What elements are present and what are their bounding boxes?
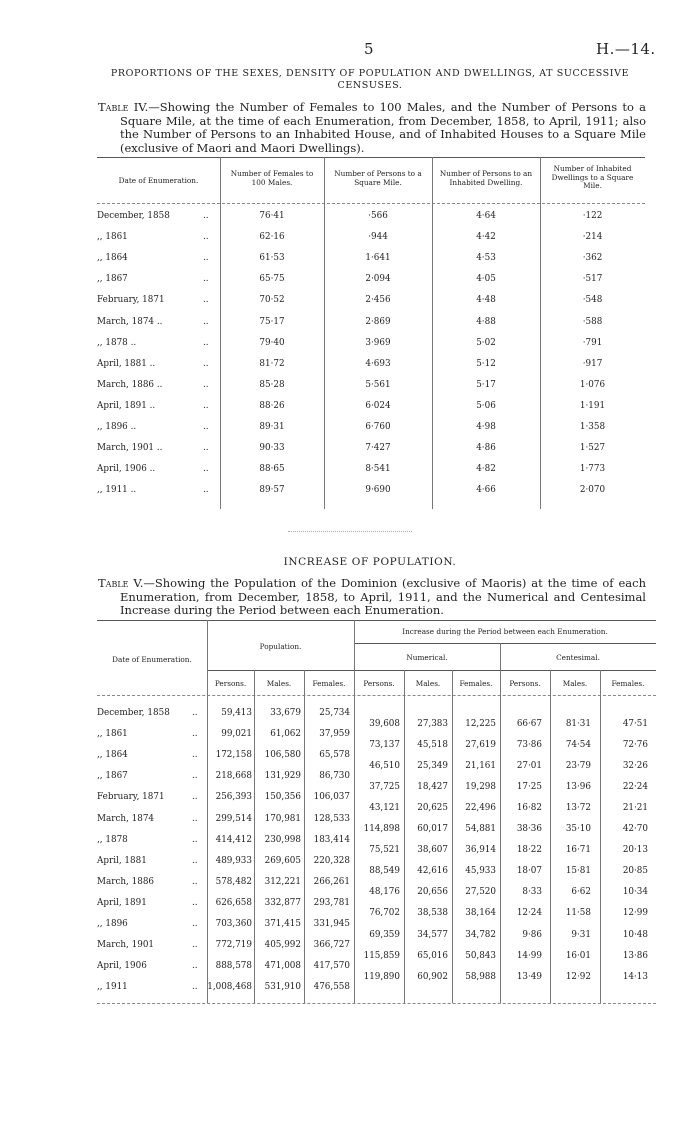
table-v-leader-dots: .. xyxy=(192,708,198,718)
table-iv-dwellings-sq-cell: ·122 xyxy=(582,211,603,221)
table-iv-persons-sq-cell: 2·094 xyxy=(365,274,391,285)
table-v-centesimal-females: 32·26 xyxy=(622,760,648,771)
table-iv-persons-dwelling-cell: 4·88 xyxy=(476,316,496,327)
table-iv-females-cell: 85·28 xyxy=(259,379,285,390)
table-v-increase-persons: 115,859 xyxy=(363,950,400,961)
table-v-numerical-header: Numerical. xyxy=(406,653,448,662)
table-v-increase-females: 22,496 xyxy=(465,802,496,813)
table-v-centesimal-females: 10·34 xyxy=(622,887,648,898)
table-v-population-persons: 59,413 xyxy=(221,708,252,718)
table-iv-date-cell: ,, 1861 xyxy=(97,232,128,243)
table-iv-persons-sq-cell: ·944 xyxy=(368,232,388,243)
table-v-centesimal-persons: 9·86 xyxy=(522,929,542,940)
table-v-increase-females: 12,225 xyxy=(465,718,496,729)
table-v-increase-females: 34,782 xyxy=(465,929,496,940)
table-iv-dwellings-sq-cell: ·791 xyxy=(582,337,603,348)
table-v-centesimal-header: Centesimal. xyxy=(556,653,600,662)
table-v-leader-dots: .. xyxy=(192,750,198,761)
table-v-increase-persons: 37,725 xyxy=(369,781,400,792)
table-v-increase-males: 42,616 xyxy=(417,866,448,877)
table-v-centesimal-males: 35·10 xyxy=(565,824,591,834)
table-iv-caption xyxy=(98,101,646,155)
table-iv-dwellings-sq-cell: 2·070 xyxy=(579,485,606,496)
section-heading-proportions: PROPORTIONS OF THE SEXES, DENSITY OF POPULATION AND DWELLINGS, AT SUCCESSIVE CENSUSES. xyxy=(110,68,630,91)
table-v-population-females: 86,730 xyxy=(319,771,350,782)
table-v-date-cell: March, 1874 xyxy=(97,813,155,824)
table-v-population-persons: 888,578 xyxy=(215,961,252,972)
table-v-population-males: 106,580 xyxy=(264,750,301,761)
table-v-date-cell: ,, 1878 xyxy=(97,834,128,845)
table-v-population-females: 266,261 xyxy=(313,876,350,887)
table-iv-females-cell: 65·75 xyxy=(259,274,285,285)
table-iv-leader-dots: .. xyxy=(203,358,209,369)
table-iv-date-cell: March, 1874 .. xyxy=(97,316,163,327)
section-heading-increase: INCREASE OF POPULATION. xyxy=(283,556,457,568)
table-iv-persons-dwelling-cell: 5·17 xyxy=(476,379,496,390)
table-iv-dwellings-sq-cell: 1·358 xyxy=(579,422,606,432)
table-iv-leader-dots: .. xyxy=(203,274,209,285)
table-v-population-females: 417,570 xyxy=(313,961,350,972)
table-v-leader-dots: .. xyxy=(192,729,198,740)
table-iv-column-header: Number of Inhabited Dwellings to a Square Mile. xyxy=(551,164,634,190)
table-v-increase-males: 27,383 xyxy=(417,718,448,729)
table-v-increase-males: 45,518 xyxy=(417,739,448,750)
table-iv-leader-dots: .. xyxy=(203,337,209,348)
table-v-population-males: 33,679 xyxy=(270,708,301,718)
table-iv-females-cell: 79·40 xyxy=(259,337,285,348)
table-v-population-females: 106,037 xyxy=(313,792,350,803)
table-iv-date-cell: March, 1901 .. xyxy=(97,443,163,454)
table-v-date-cell: February, 1871 xyxy=(97,792,165,803)
table-v-leader-dots: .. xyxy=(192,940,198,951)
table-iv-column-rule xyxy=(220,157,221,509)
table-iv-persons-sq-cell: ·566 xyxy=(368,211,388,221)
table-iv-date-cell: ,, 1896 .. xyxy=(97,422,137,432)
table-v-date-cell: March, 1886 xyxy=(97,876,155,887)
table-v-centesimal-females: 10·48 xyxy=(622,929,648,940)
table-v-date-cell: ,, 1896 xyxy=(97,919,128,929)
table-iv-dwellings-sq-cell: 1·527 xyxy=(579,443,606,454)
table-iv-leader-dots: .. xyxy=(203,443,209,454)
table-v-population-females: 65,578 xyxy=(319,750,350,761)
table-v-increase-females: 38,164 xyxy=(465,908,496,919)
table-v-centesimal-persons: 27·01 xyxy=(516,760,542,771)
table-iv-dwellings-sq-cell: ·517 xyxy=(582,274,603,285)
table-iv-column-header: Number of Persons to an Inhabited Dwelling. xyxy=(439,169,533,187)
table-iv-date-cell: February, 1871 xyxy=(97,295,165,306)
table-iv-females-cell: 62·16 xyxy=(259,232,285,243)
table-v-sub-header-males: Males. xyxy=(562,679,588,688)
table-v-population-header: Population. xyxy=(259,642,302,651)
table-v-population-females: 128,533 xyxy=(313,813,350,824)
table-iv-leader-dots: .. xyxy=(203,464,209,475)
table-v-population-females: 37,959 xyxy=(319,729,350,740)
table-v-description: —Showing the Population of the Dominion (exclusive of Maoris) at the time of each Enumeration, from December, 1858, to April, 1911, and the Numerical and Centesimal Increase during the Period between each Enumeration. xyxy=(120,576,646,617)
table-v-increase-males: 38,607 xyxy=(417,845,448,856)
table-iv-females-cell: 61·53 xyxy=(259,253,285,264)
document-reference: H.—14. xyxy=(596,40,656,58)
section-separator xyxy=(288,531,412,532)
table-v-increase-males: 20,625 xyxy=(417,802,448,813)
table-iv-females-cell: 76·41 xyxy=(259,211,285,221)
table-v-population-females: 366,727 xyxy=(313,940,350,951)
table-v-population-persons: 489,933 xyxy=(215,855,252,866)
table-v-population-persons: 703,360 xyxy=(215,919,252,929)
table-v-leader-dots: .. xyxy=(192,961,198,972)
table-iv-females-cell: 90·33 xyxy=(259,443,285,454)
table-v-population-males: 312,221 xyxy=(264,876,301,887)
table-iv-leader-dots: .. xyxy=(203,253,209,264)
table-v-centesimal-persons: 17·25 xyxy=(516,781,542,792)
table-v-centesimal-persons: 8·33 xyxy=(522,887,542,898)
table-iv-persons-dwelling-cell: 4·64 xyxy=(476,211,496,221)
table-v-population-males: 269,605 xyxy=(264,855,301,866)
table-iv-date-cell: ,, 1867 xyxy=(97,274,128,285)
table-v-centesimal-persons: 13·49 xyxy=(516,971,542,982)
table-v-population-females: 25,734 xyxy=(319,708,350,718)
table-v-centesimal-males: 9·31 xyxy=(571,929,591,940)
table-iv-column-header: Number of Females to 100 Males. xyxy=(230,169,314,187)
table-iv-leader-dots: .. xyxy=(203,295,209,306)
table-iv-females-cell: 75·17 xyxy=(259,316,285,327)
table-iv-column-header: Date of Enumeration. xyxy=(118,176,199,185)
table-iv-date-cell: ,, 1878 .. xyxy=(97,337,137,348)
table-v-increase-males: 25,349 xyxy=(417,760,448,771)
table-v-centesimal-females: 14·13 xyxy=(622,971,648,982)
table-v-centesimal-persons: 38·36 xyxy=(516,824,542,834)
table-iv-date-cell: ,, 1864 xyxy=(97,253,128,264)
table-iv-persons-dwelling-cell: 4·98 xyxy=(476,422,496,432)
table-iv-persons-dwelling-cell: 4·42 xyxy=(476,232,496,243)
table-v-increase-males: 18,427 xyxy=(417,781,448,792)
table-iv-dwellings-sq-cell: 1·191 xyxy=(579,400,606,411)
table-v-population-males: 371,415 xyxy=(264,919,301,929)
table-iv-column-rule xyxy=(324,157,325,509)
table-v-population-males: 230,998 xyxy=(264,834,301,845)
table-v-population-males: 531,910 xyxy=(264,982,301,993)
table-v-increase-persons: 75,521 xyxy=(369,845,400,856)
table-v-date-cell: April, 1881 xyxy=(97,855,147,866)
table-iv-persons-sq-cell: 3·969 xyxy=(365,337,391,348)
table-iv-dwellings-sq-cell: ·917 xyxy=(582,358,603,369)
table-v-subheader-rule xyxy=(207,670,656,671)
table-v-date-cell: March, 1901 xyxy=(97,940,155,951)
table-v-population-persons: 218,668 xyxy=(215,771,252,782)
table-v-population-males: 471,008 xyxy=(264,961,301,972)
table-v-increase-males: 20,656 xyxy=(417,887,448,898)
table-iv-date-cell: April, 1891 .. xyxy=(97,400,156,411)
table-iv-dwellings-sq-cell: ·362 xyxy=(582,253,603,264)
table-iv-persons-dwelling-cell: 4·05 xyxy=(476,274,496,285)
table-v-leader-dots: .. xyxy=(192,855,198,866)
table-iv-leader-dots: .. xyxy=(203,232,209,243)
table-v-bottom-rule xyxy=(97,1003,656,1004)
table-v-population-females: 331,945 xyxy=(313,919,350,929)
table-iv-date-cell: April, 1906 .. xyxy=(97,464,156,475)
table-iv-females-cell: 70·52 xyxy=(259,295,285,306)
table-iv-header-rule xyxy=(97,203,645,204)
table-v-increase-persons: 69,359 xyxy=(369,929,400,940)
table-v-increase-females: 21,161 xyxy=(465,760,496,771)
table-v-top-rule xyxy=(97,620,656,621)
table-v-centesimal-females: 47·51 xyxy=(622,718,648,729)
table-v-population-persons: 256,393 xyxy=(215,792,252,803)
table-iv-persons-dwelling-cell: 5·02 xyxy=(476,337,496,348)
table-iv-females-cell: 88·26 xyxy=(259,400,285,411)
table-v-increase-males: 60,017 xyxy=(417,824,448,834)
table-iv-females-cell: 81·72 xyxy=(259,358,285,369)
table-v-centesimal-persons: 18·22 xyxy=(516,845,542,856)
table-v-population-persons: 299,514 xyxy=(215,813,252,824)
table-v-caption xyxy=(98,577,646,618)
table-v-date-cell: ,, 1867 xyxy=(97,771,128,782)
table-v-leader-dots: .. xyxy=(192,813,198,824)
table-v-increase-females: 36,914 xyxy=(465,845,496,856)
table-v-centesimal-persons: 66·67 xyxy=(516,718,542,729)
table-iv-persons-dwelling-cell: 5·06 xyxy=(476,400,496,411)
table-v-increase-persons: 76,702 xyxy=(369,908,400,919)
table-iv-persons-sq-cell: 8·541 xyxy=(365,464,391,475)
table-v-increase-females: 27,619 xyxy=(465,739,496,750)
table-v-centesimal-males: 23·79 xyxy=(565,760,591,771)
table-iv-dwellings-sq-cell: ·588 xyxy=(582,316,603,327)
table-v-centesimal-females: 13·86 xyxy=(622,950,648,961)
table-iv-dwellings-sq-cell: 1·076 xyxy=(579,379,606,390)
table-iv-persons-sq-cell: 6·760 xyxy=(365,422,391,432)
table-iv-label: Table IV. xyxy=(98,100,149,114)
table-v-leader-dots: .. xyxy=(192,982,198,993)
table-v-centesimal-males: 13·72 xyxy=(565,802,591,813)
table-v-population-persons: 772,719 xyxy=(215,940,252,951)
table-v-increase-persons: 48,176 xyxy=(369,887,400,898)
table-v-increase-females: 19,298 xyxy=(465,781,496,792)
table-iv-date-cell: December, 1858 xyxy=(97,211,170,221)
table-v-column-rule xyxy=(500,643,501,1003)
table-v-date-header: Date of Enumeration. xyxy=(112,655,192,664)
table-v-centesimal-males: 11·58 xyxy=(565,908,591,919)
table-v-increase-females: 58,988 xyxy=(465,971,496,982)
table-iv-date-cell: April, 1881 .. xyxy=(97,358,156,369)
table-iv-females-cell: 88·65 xyxy=(259,464,285,475)
table-iv-date-cell: ,, 1911 .. xyxy=(97,485,137,496)
table-v-increase-females: 27,520 xyxy=(465,887,496,898)
table-v-population-females: 476,558 xyxy=(313,982,350,993)
table-v-centesimal-persons: 18·07 xyxy=(516,866,542,877)
table-v-population-persons: 626,658 xyxy=(215,897,252,908)
table-v-sub-header-persons: Persons. xyxy=(214,679,247,688)
table-v-label: Table V. xyxy=(98,576,144,590)
table-iv-females-cell: 89·31 xyxy=(259,422,285,432)
table-iv-persons-dwelling-cell: 4·66 xyxy=(476,485,496,496)
table-iv-leader-dots: .. xyxy=(203,379,209,390)
table-v-date-cell: ,, 1911 xyxy=(97,982,128,993)
table-v-centesimal-females: 21·21 xyxy=(622,802,648,813)
table-iv-persons-sq-cell: 4·693 xyxy=(365,358,391,369)
page-number: 5 xyxy=(364,40,374,58)
table-iv-persons-sq-cell: 9·690 xyxy=(365,485,391,496)
table-v-centesimal-females: 20·13 xyxy=(622,845,648,856)
table-v-centesimal-females: 72·76 xyxy=(622,739,648,750)
table-iv-top-rule xyxy=(97,157,645,158)
table-v-date-cell: December, 1858 xyxy=(97,708,170,718)
table-v-population-females: 293,781 xyxy=(313,897,350,908)
table-iv-column-header: Number of Persons to a Square Mile. xyxy=(334,169,422,187)
table-v-population-persons: 414,412 xyxy=(215,834,252,845)
table-v-population-males: 61,062 xyxy=(270,729,301,740)
table-iv-persons-sq-cell: 5·561 xyxy=(365,379,391,390)
table-v-population-persons: 1,008,468 xyxy=(207,982,252,993)
table-iv-persons-dwelling-cell: 4·53 xyxy=(476,253,496,264)
table-v-centesimal-males: 13·96 xyxy=(565,781,591,792)
table-v-leader-dots: .. xyxy=(192,771,198,782)
table-v-population-persons: 172,158 xyxy=(215,750,252,761)
table-v-centesimal-males: 16·71 xyxy=(565,845,591,856)
table-iv-date-cell: March, 1886 .. xyxy=(97,379,163,390)
table-v-sub-header-persons: Persons. xyxy=(363,679,395,688)
table-iv-females-cell: 89·57 xyxy=(259,485,285,496)
table-v-increase-females: 45,933 xyxy=(465,866,496,877)
table-v-increase-rule xyxy=(354,643,656,644)
table-v-date-cell: ,, 1864 xyxy=(97,750,128,761)
table-v-increase-persons: 73,137 xyxy=(369,739,400,750)
table-v-increase-females: 50,843 xyxy=(465,950,496,961)
table-v-centesimal-persons: 14·99 xyxy=(516,950,542,961)
table-v-centesimal-persons: 16·82 xyxy=(516,802,542,813)
table-iv-persons-dwelling-cell: 4·48 xyxy=(476,295,496,306)
table-iv-leader-dots: .. xyxy=(203,211,209,221)
table-iv-column-rule xyxy=(540,157,541,509)
table-iv-dwellings-sq-cell: ·214 xyxy=(582,232,603,243)
table-v-sub-header-females: Females. xyxy=(312,679,346,688)
table-v-increase-persons: 39,608 xyxy=(369,718,400,729)
table-iv-column-rule xyxy=(432,157,433,509)
table-v-leader-dots: .. xyxy=(192,834,198,845)
table-v-population-males: 405,992 xyxy=(264,940,301,951)
table-iv-persons-dwelling-cell: 4·86 xyxy=(476,443,496,454)
table-v-population-females: 183,414 xyxy=(313,834,350,845)
table-v-centesimal-males: 74·54 xyxy=(565,739,591,750)
table-iv-leader-dots: .. xyxy=(203,316,209,327)
table-v-increase-males: 38,538 xyxy=(417,908,448,919)
table-iv-leader-dots: .. xyxy=(203,400,209,411)
table-v-sub-header-males: Males. xyxy=(415,679,441,688)
table-v-increase-persons: 43,121 xyxy=(369,802,400,813)
table-v-date-cell: ,, 1861 xyxy=(97,729,128,740)
table-iv-persons-sq-cell: 6·024 xyxy=(365,400,391,411)
table-v-increase-persons: 46,510 xyxy=(369,760,400,771)
table-v-centesimal-males: 16·01 xyxy=(565,950,591,961)
table-iv-persons-dwelling-cell: 5·12 xyxy=(476,358,496,369)
table-v-centesimal-females: 22·24 xyxy=(622,781,648,792)
table-v-sub-header-males: Males. xyxy=(266,679,292,688)
table-iv-dwellings-sq-cell: 1·773 xyxy=(579,464,606,475)
table-v-increase-males: 65,016 xyxy=(417,950,448,961)
table-v-increase-males: 60,902 xyxy=(417,971,448,982)
table-v-leader-dots: .. xyxy=(192,792,198,803)
table-v-leader-dots: .. xyxy=(192,919,198,929)
table-v-date-cell: April, 1906 xyxy=(97,961,147,972)
table-v-population-males: 332,877 xyxy=(264,897,301,908)
table-iv-persons-sq-cell: 2·869 xyxy=(365,316,391,327)
table-v-sub-header-females: Females. xyxy=(459,679,493,688)
table-v-population-persons: 99,021 xyxy=(221,729,252,740)
table-v-centesimal-males: 6·62 xyxy=(571,887,591,898)
table-iv-dwellings-sq-cell: ·548 xyxy=(582,295,603,306)
table-v-increase-females: 54,881 xyxy=(465,824,496,834)
table-v-increase-males: 34,577 xyxy=(417,929,448,940)
table-v-centesimal-males: 15·81 xyxy=(565,866,591,877)
table-iv-leader-dots: .. xyxy=(203,485,209,496)
table-v-centesimal-persons: 12·24 xyxy=(516,908,542,919)
table-v-centesimal-males: 12·92 xyxy=(565,971,591,982)
table-v-population-males: 170,981 xyxy=(264,813,301,824)
table-v-centesimal-females: 42·70 xyxy=(622,824,648,834)
table-v-leader-dots: .. xyxy=(192,897,198,908)
table-v-centesimal-females: 20·85 xyxy=(622,866,648,877)
table-v-increase-header: Increase during the Period between each Enumeration. xyxy=(402,627,608,636)
table-v-population-males: 150,356 xyxy=(264,792,301,803)
table-v-sub-header-persons: Persons. xyxy=(509,679,541,688)
table-iv-leader-dots: .. xyxy=(203,422,209,432)
table-iv-persons-sq-cell: 7·427 xyxy=(365,443,391,454)
table-iv-persons-sq-cell: 2·456 xyxy=(365,295,391,306)
table-v-population-persons: 578,482 xyxy=(215,876,252,887)
table-v-population-females: 220,328 xyxy=(313,855,350,866)
table-iv-description: —Showing the Number of Females to 100 Males, and the Number of Persons to a Square Mile, at the time of each Enumeration, from December, 1858, to April, 1911; also the Number of Persons to an Inhabited House, and of Inhabited Houses to a Square Mile (exclusive of Maori and Maori Dwellings). xyxy=(120,100,646,155)
table-v-increase-persons: 114,898 xyxy=(363,824,400,834)
table-v-centesimal-males: 81·31 xyxy=(565,718,591,729)
table-v-population-males: 131,929 xyxy=(264,771,301,782)
table-v-increase-persons: 88,549 xyxy=(369,866,400,877)
table-iv-persons-sq-cell: 1·641 xyxy=(365,253,391,264)
table-iv-persons-dwelling-cell: 4·82 xyxy=(476,464,496,475)
table-v-leader-dots: .. xyxy=(192,876,198,887)
table-v-date-cell: April, 1891 xyxy=(97,897,147,908)
table-v-increase-persons: 119,890 xyxy=(363,971,400,982)
table-v-sub-header-females: Females. xyxy=(611,679,645,688)
table-v-centesimal-persons: 73·86 xyxy=(516,739,542,750)
table-v-centesimal-females: 12·99 xyxy=(622,908,648,919)
table-v-header-rule xyxy=(97,695,656,696)
